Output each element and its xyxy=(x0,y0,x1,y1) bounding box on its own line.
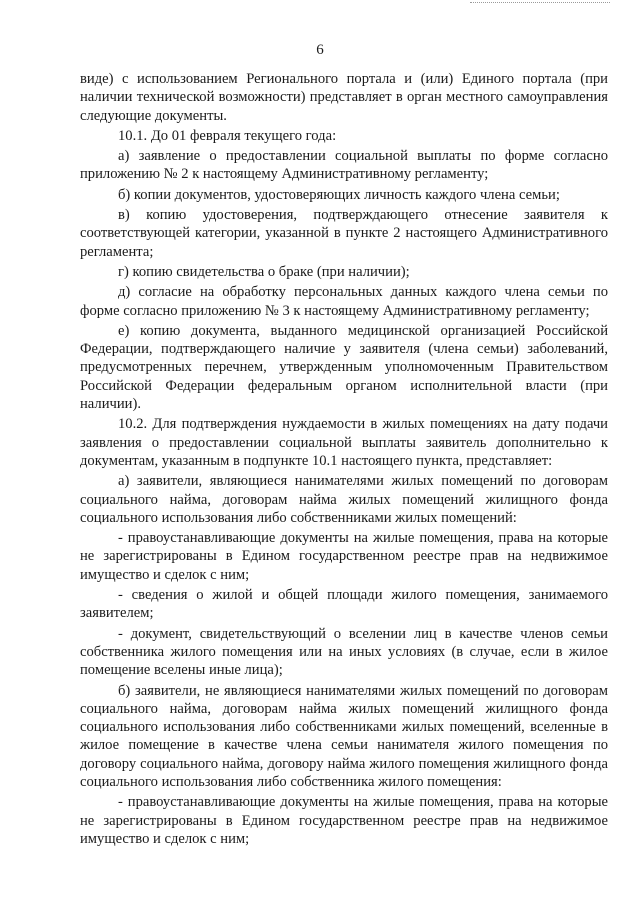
scan-edge-mark xyxy=(470,2,610,4)
clause-10-1-g: г) копию свидетельства о браке (при наличии); xyxy=(118,263,410,280)
clause-10-2-a-item-3: - документ, свидетельствующий о вселении лиц в качестве членов семьи собственника жилого помещения или на иных условиях (в случае, если в жилое помещение вселены иные лица); xyxy=(80,625,608,679)
clause-10-1-v: в) копию удостоверения, подтверждающего отнесение заявителя к соответствующей категории, указанной в пункте 2 настоящего Административного регламента; xyxy=(80,207,608,260)
clause-10-2-a-item-2: - сведения о жилой и общей площади жилого помещения, занимаемого заявителем; xyxy=(80,587,608,622)
clause-10-1-d: д) согласие на обработку персональных данных каждого члена семьи по форме согласно приложению № 3 к настоящему Административному регламенту; xyxy=(80,284,608,319)
clause-10-1-b: б) копии документов, удостоверяющих личность каждого члена семьи; xyxy=(118,186,560,203)
document-body xyxy=(80,70,608,850)
clause-10-1-heading: 10.1. До 01 февраля текущего года: xyxy=(118,127,337,144)
page-number: 6 xyxy=(316,42,324,58)
clause-10-2-b-item-1: - правоустанавливающие документы на жилые помещения, права на которые не зарегистрированы в Едином государственном реестре прав на недвижимое имущество и сделок с ним; xyxy=(80,794,608,847)
clause-10-2-a-item-1: - правоустанавливающие документы на жилые помещения, права на которые не зарегистрированы в Едином государственном реестре прав на недвижимое имущество и сделок с ним; xyxy=(80,530,608,583)
clause-10-2-heading: 10.2. Для подтверждения нуждаемости в жилых помещениях на дату подачи заявления о предоставлении социальной выплаты заявитель дополнительно к документам, указанным в подпункте 10.1 настоящего пункта, представляет: xyxy=(80,416,608,469)
paragraph-continuation: виде) с использованием Регионального портала и (или) Единого портала (при наличии технической возможности) представляет в орган местного самоуправления следующие документы. xyxy=(80,71,608,124)
clause-10-1-a: а) заявление о предоставлении социальной выплаты по форме согласно приложению № 2 к настоящему Административному регламенту; xyxy=(80,148,608,183)
clause-10-2-b: б) заявители, не являющиеся нанимателями жилых помещений по договорам социального найма, договорам найма жилых помещений жилищного фонда социального использования либо собственниками жилых помещений, вселенные в жилое помещение в качестве члена семьи нанимателя жилого помещения по договору социального найма, договору найма жилого помещения жилищного фонда социального использования либо собственника жилого помещения: xyxy=(80,682,608,790)
clause-10-2-a: а) заявители, являющиеся нанимателями жилых помещений по договорам социального найма, договорам найма жилых помещений жилищного фонда социального использования либо собственниками жилых помещений: xyxy=(80,473,608,526)
clause-10-1-e: е) копию документа, выданного медицинской организацией Российской Федерации, подтверждающего наличие у заявителя (члена семьи) заболеваний, предусмотренных перечнем, утвержденным уполномоченным Правительством Российской Федерации федеральным органом исполнительной власти (при наличии). xyxy=(80,322,608,413)
